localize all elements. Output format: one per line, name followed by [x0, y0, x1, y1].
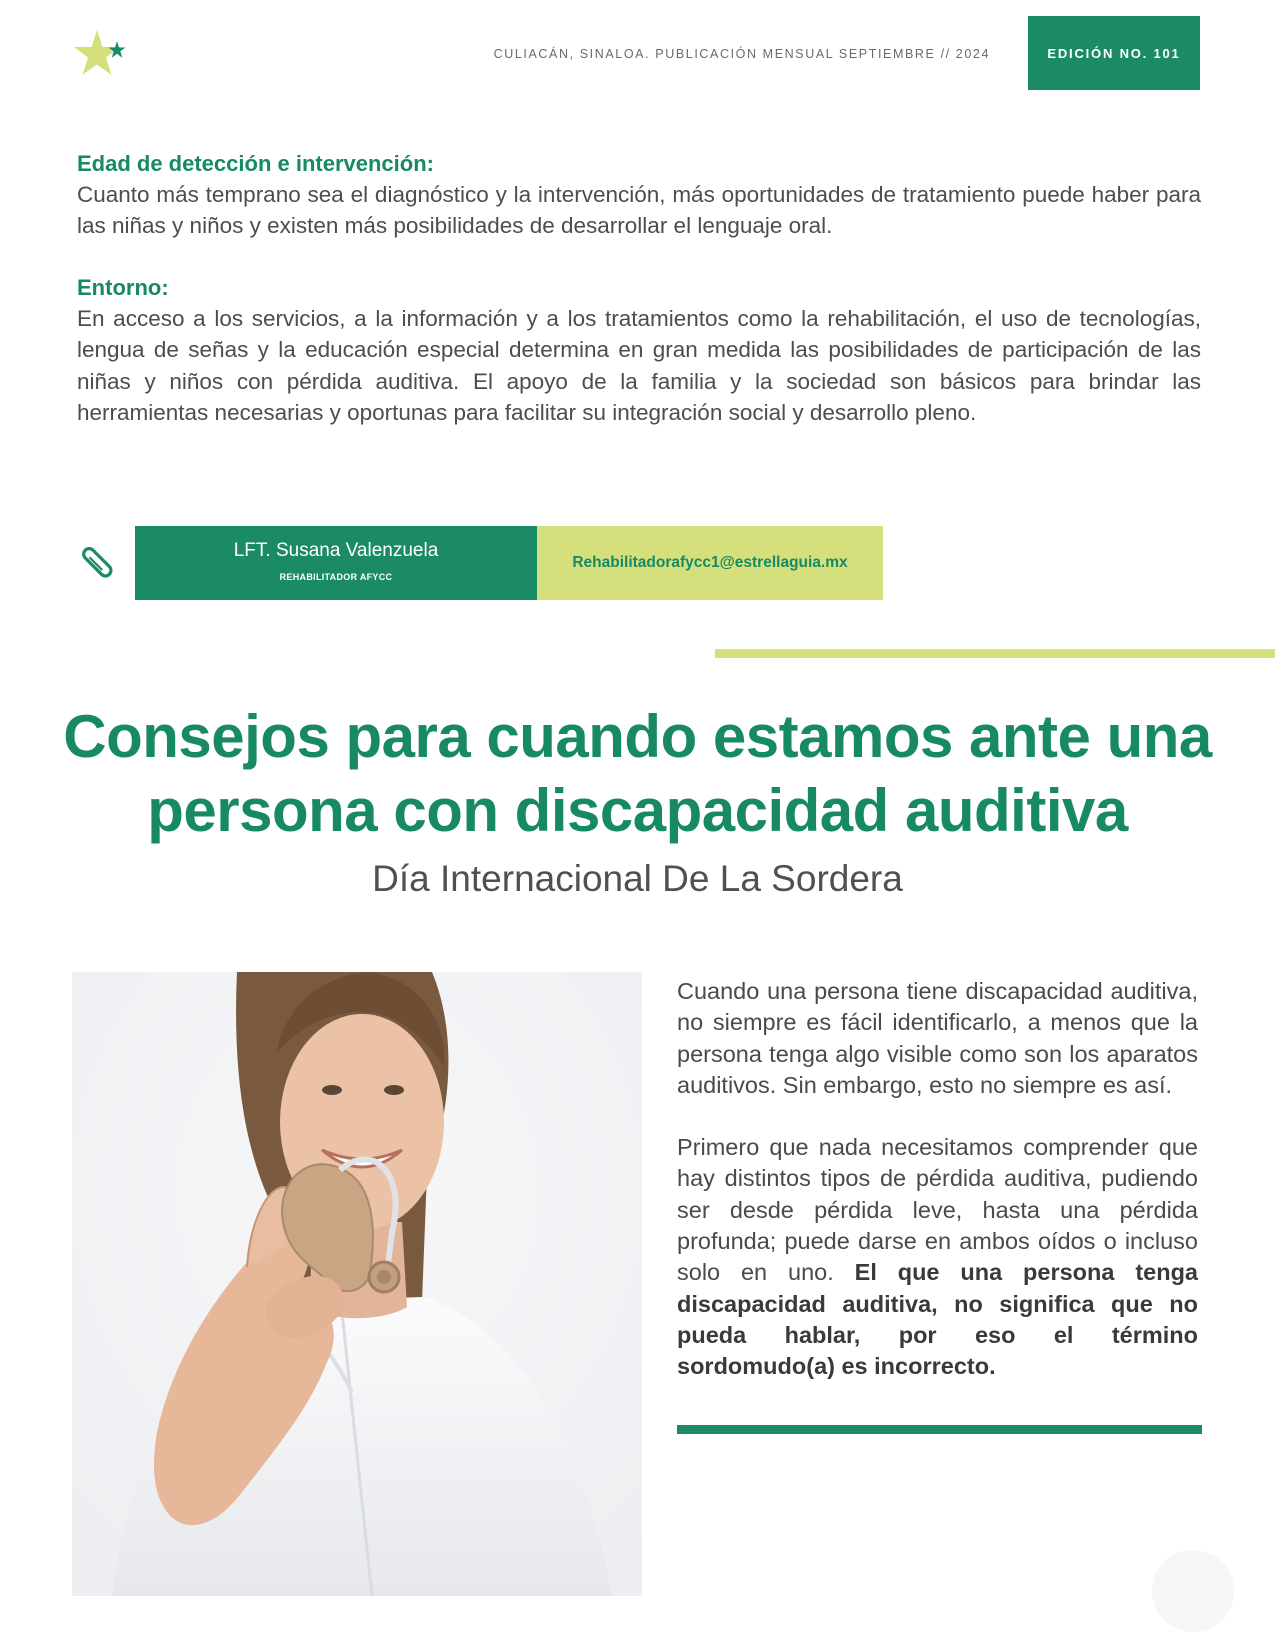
section-heading: Edad de detección e intervención:: [77, 151, 434, 176]
section-detection-age: [77, 148, 1201, 242]
section-body: En acceso a los servicios, a la información y a los tratamientos como la rehabilitación, el uso de tecnologías, lengua de señas y la educación especial determina en gran medida las posibilidades de participación de las niñas y niños con pérdida auditiva. El apoyo de la familia y la sociedad son básicos para brindar las herramientas necesarias y oportunas para facilitar su integración social y desarrollo pleno.: [77, 306, 1201, 425]
article-paragraph-text: Primero que nada necesitamos comprender que hay distintos tipos de pérdida auditiva, pudiendo ser desde pérdida leve, hasta una pérdida profunda; puede darse en ambos oídos o incluso solo en uno.: [677, 1134, 1198, 1286]
article-divider: [677, 1425, 1202, 1434]
author-name: LFT. Susana Valenzuela: [233, 540, 439, 561]
section-environment: [77, 272, 1201, 428]
publication-info: CULIACÁN, SINALOA. PUBLICACIÓN MENSUAL SEPTIEMBRE // 2024: [493, 47, 990, 61]
article-paragraph: Cuando una persona tiene discapacidad auditiva, no siempre es fácil identificarlo, a menos que la persona tenga algo visible como son los aparatos auditivos. Sin embargo, esto no siempre es así.: [677, 978, 1198, 1098]
article-title-line2: persona con discapacidad auditiva: [147, 777, 1128, 844]
author-card: [135, 526, 537, 600]
edition-badge: EDICIÓN NO. 101: [1028, 16, 1200, 90]
section-heading: Entorno:: [77, 275, 169, 300]
article-title: [0, 700, 1275, 848]
hearing-aid-photo: [72, 972, 642, 1596]
author-role: REHABILITADOR AFYCC: [279, 572, 393, 582]
article-body: [677, 976, 1198, 1414]
article-highlight: El que una persona tenga discapacidad auditiva, no significa que no pueda hablar, por eso el término sordomudo(a) es incorrecto.: [677, 1259, 1199, 1380]
author-email-link[interactable]: Rehabilitadorafycc1@estrellaguia.mx: [537, 526, 883, 600]
article-paragraph: [677, 1132, 1198, 1382]
article-title-line1: Consejos para cuando estamos ante una: [63, 703, 1212, 770]
article-subtitle: Día Internacional De La Sordera: [372, 858, 903, 899]
pencil-icon: [80, 545, 116, 581]
star-logo-icon: [70, 28, 132, 84]
decorative-divider: [715, 649, 1275, 658]
section-body: Cuanto más temprano sea el diagnóstico y la intervención, más oportunidades de tratamiento puede haber para las niñas y niños y existen más posibilidades de desarrollar el lenguaje oral.: [77, 182, 1201, 239]
page-corner-dot: [1152, 1550, 1234, 1632]
